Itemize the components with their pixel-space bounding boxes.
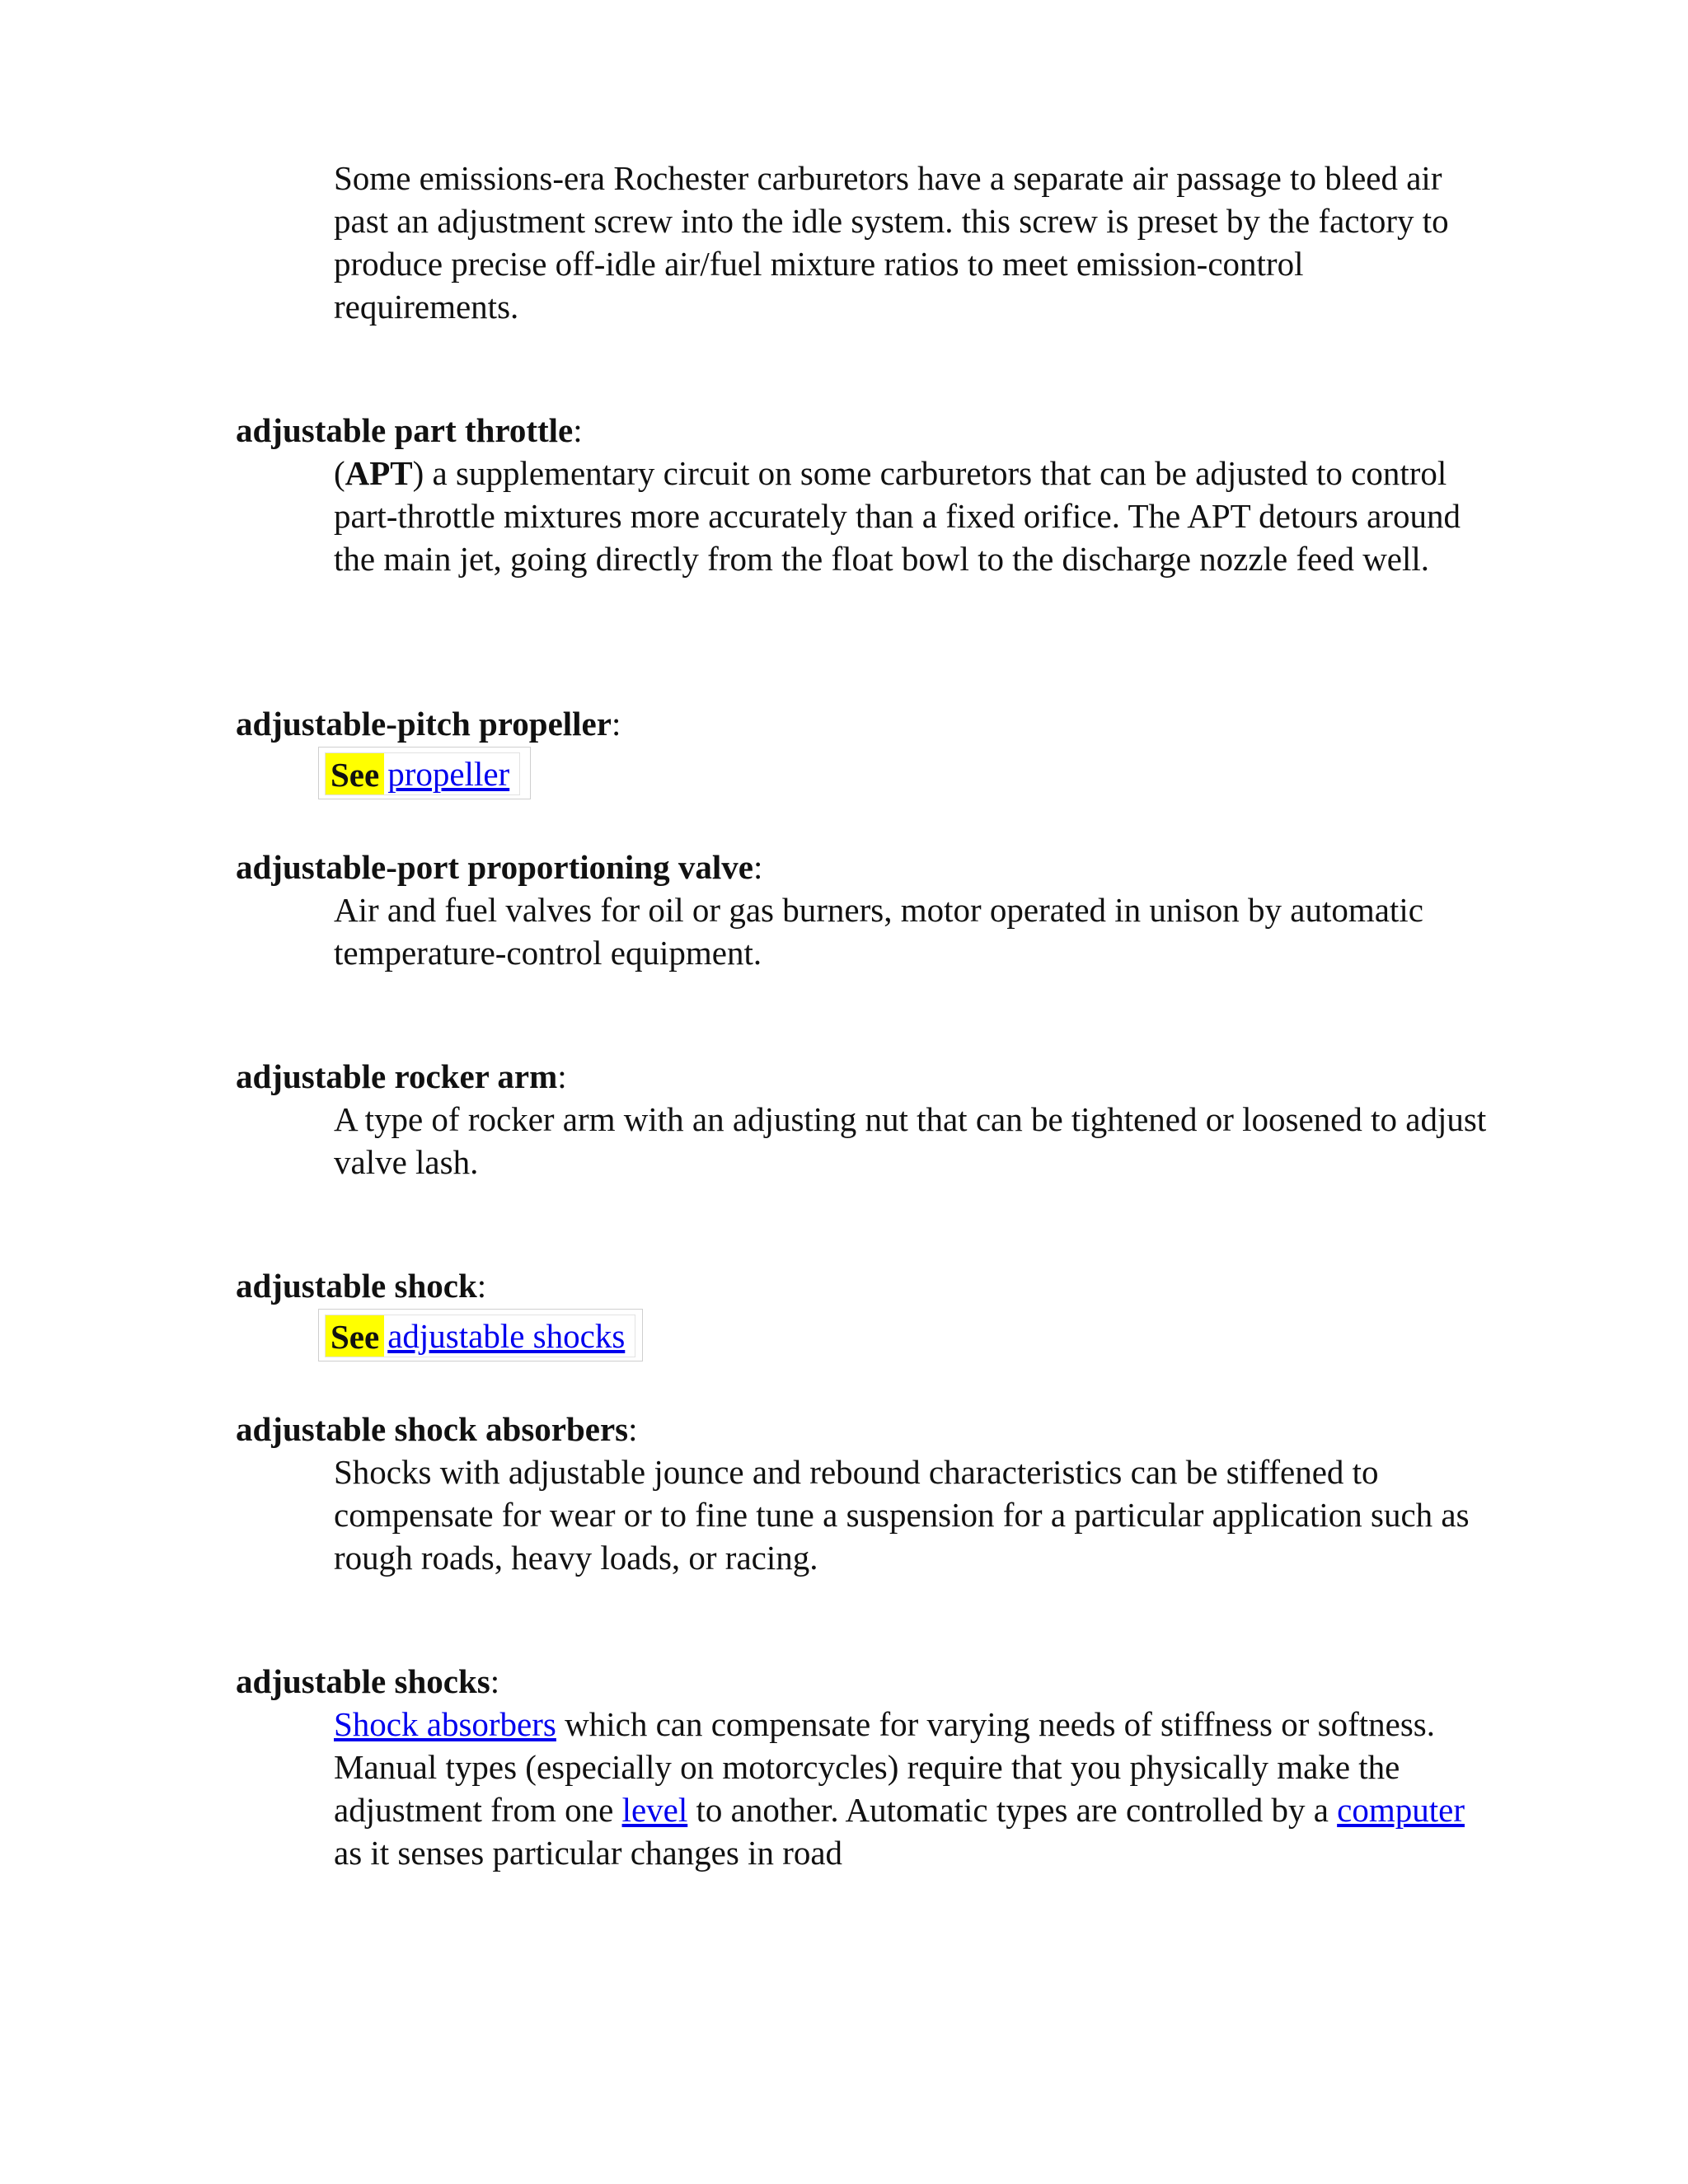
see-label: See (326, 753, 384, 794)
definition-text-part-3: as it senses particular changes in road (334, 1834, 843, 1872)
see-reference-propeller (318, 747, 531, 799)
term-text: adjustable part throttle (236, 411, 574, 449)
link-level[interactable]: level (621, 1791, 688, 1829)
see-reference-inner (325, 752, 520, 795)
term-colon: : (753, 848, 763, 886)
entry-term-adjustable-shocks (236, 1660, 499, 1703)
term-text: adjustable-port proportioning valve (236, 848, 753, 886)
entry-term-adjustable-pitch-propeller (236, 702, 621, 745)
entry-term-adjustable-rocker-arm (236, 1055, 567, 1098)
term-text: adjustable-pitch propeller (236, 705, 612, 743)
intro-paragraph: Some emissions-era Rochester carburetors have a separate air passage to bleed air past an adjustment screw into the idle system. this screw is preset by the factory to produce precise off-idle air/fuel mixture ratios to meet emission-control requirements. (334, 159, 1449, 326)
see-reference-adjustable-shocks (318, 1309, 643, 1361)
term-text: adjustable shock (236, 1267, 477, 1305)
entry-definition-adjustable-port-proportioning-valve: Air and fuel valves for oil or gas burners, motor operated in unison by automatic temperature-control equipment. (334, 891, 1423, 972)
term-colon: : (611, 705, 621, 743)
entry-term-adjustable-shock (236, 1264, 486, 1307)
link-propeller[interactable]: propeller (387, 755, 510, 793)
entry-definition-adjustable-part-throttle (334, 452, 1488, 580)
term-colon: : (476, 1267, 487, 1305)
term-text: adjustable shock absorbers (236, 1410, 629, 1448)
link-shock-absorbers[interactable]: Shock absorbers (334, 1705, 556, 1743)
entry-definition-adjustable-rocker-arm: A type of rocker arm with an adjusting nut that can be tightened or loosened to adjust valve lash. (334, 1100, 1487, 1181)
link-adjustable-shocks[interactable]: adjustable shocks (387, 1317, 626, 1355)
term-text: adjustable rocker arm (236, 1057, 558, 1095)
term-colon: : (557, 1057, 567, 1095)
term-colon: : (573, 411, 583, 449)
term-text: adjustable shocks (236, 1662, 490, 1700)
definition-text-part-2: to another. Automatic types are controlled by a (687, 1791, 1338, 1829)
entry-definition-adjustable-shocks (334, 1703, 1488, 1874)
entry-term-adjustable-port-proportioning-valve (236, 846, 762, 888)
link-computer[interactable]: computer (1337, 1791, 1465, 1829)
open-paren: ( (334, 454, 345, 492)
abbreviation-apt: APT (345, 454, 413, 492)
term-colon: : (490, 1662, 500, 1700)
term-colon: : (628, 1410, 638, 1448)
entry-term-adjustable-part-throttle (236, 409, 583, 452)
see-label: See (326, 1315, 384, 1357)
definition-text-part-1: which can compensate for varying needs of stiffness or softness. Manual types (especially on motorcycles) require that you physically make the adjustment from one (334, 1705, 1435, 1829)
entry-term-adjustable-shock-absorbers (236, 1408, 638, 1451)
definition-text: ) a supplementary circuit on some carburetors that can be adjusted to control part-throttle mixtures more accurately than a fixed orifice. The APT detours around the main jet, going directly from the float bowl to the discharge nozzle feed well. (334, 454, 1461, 578)
entry-definition-adjustable-shock-absorbers: Shocks with adjustable jounce and rebound characteristics can be stiffened to compensate for wear or to fine tune a suspension for a particular application such as rough roads, heavy loads, or racing. (334, 1453, 1470, 1577)
see-reference-inner (325, 1315, 635, 1357)
